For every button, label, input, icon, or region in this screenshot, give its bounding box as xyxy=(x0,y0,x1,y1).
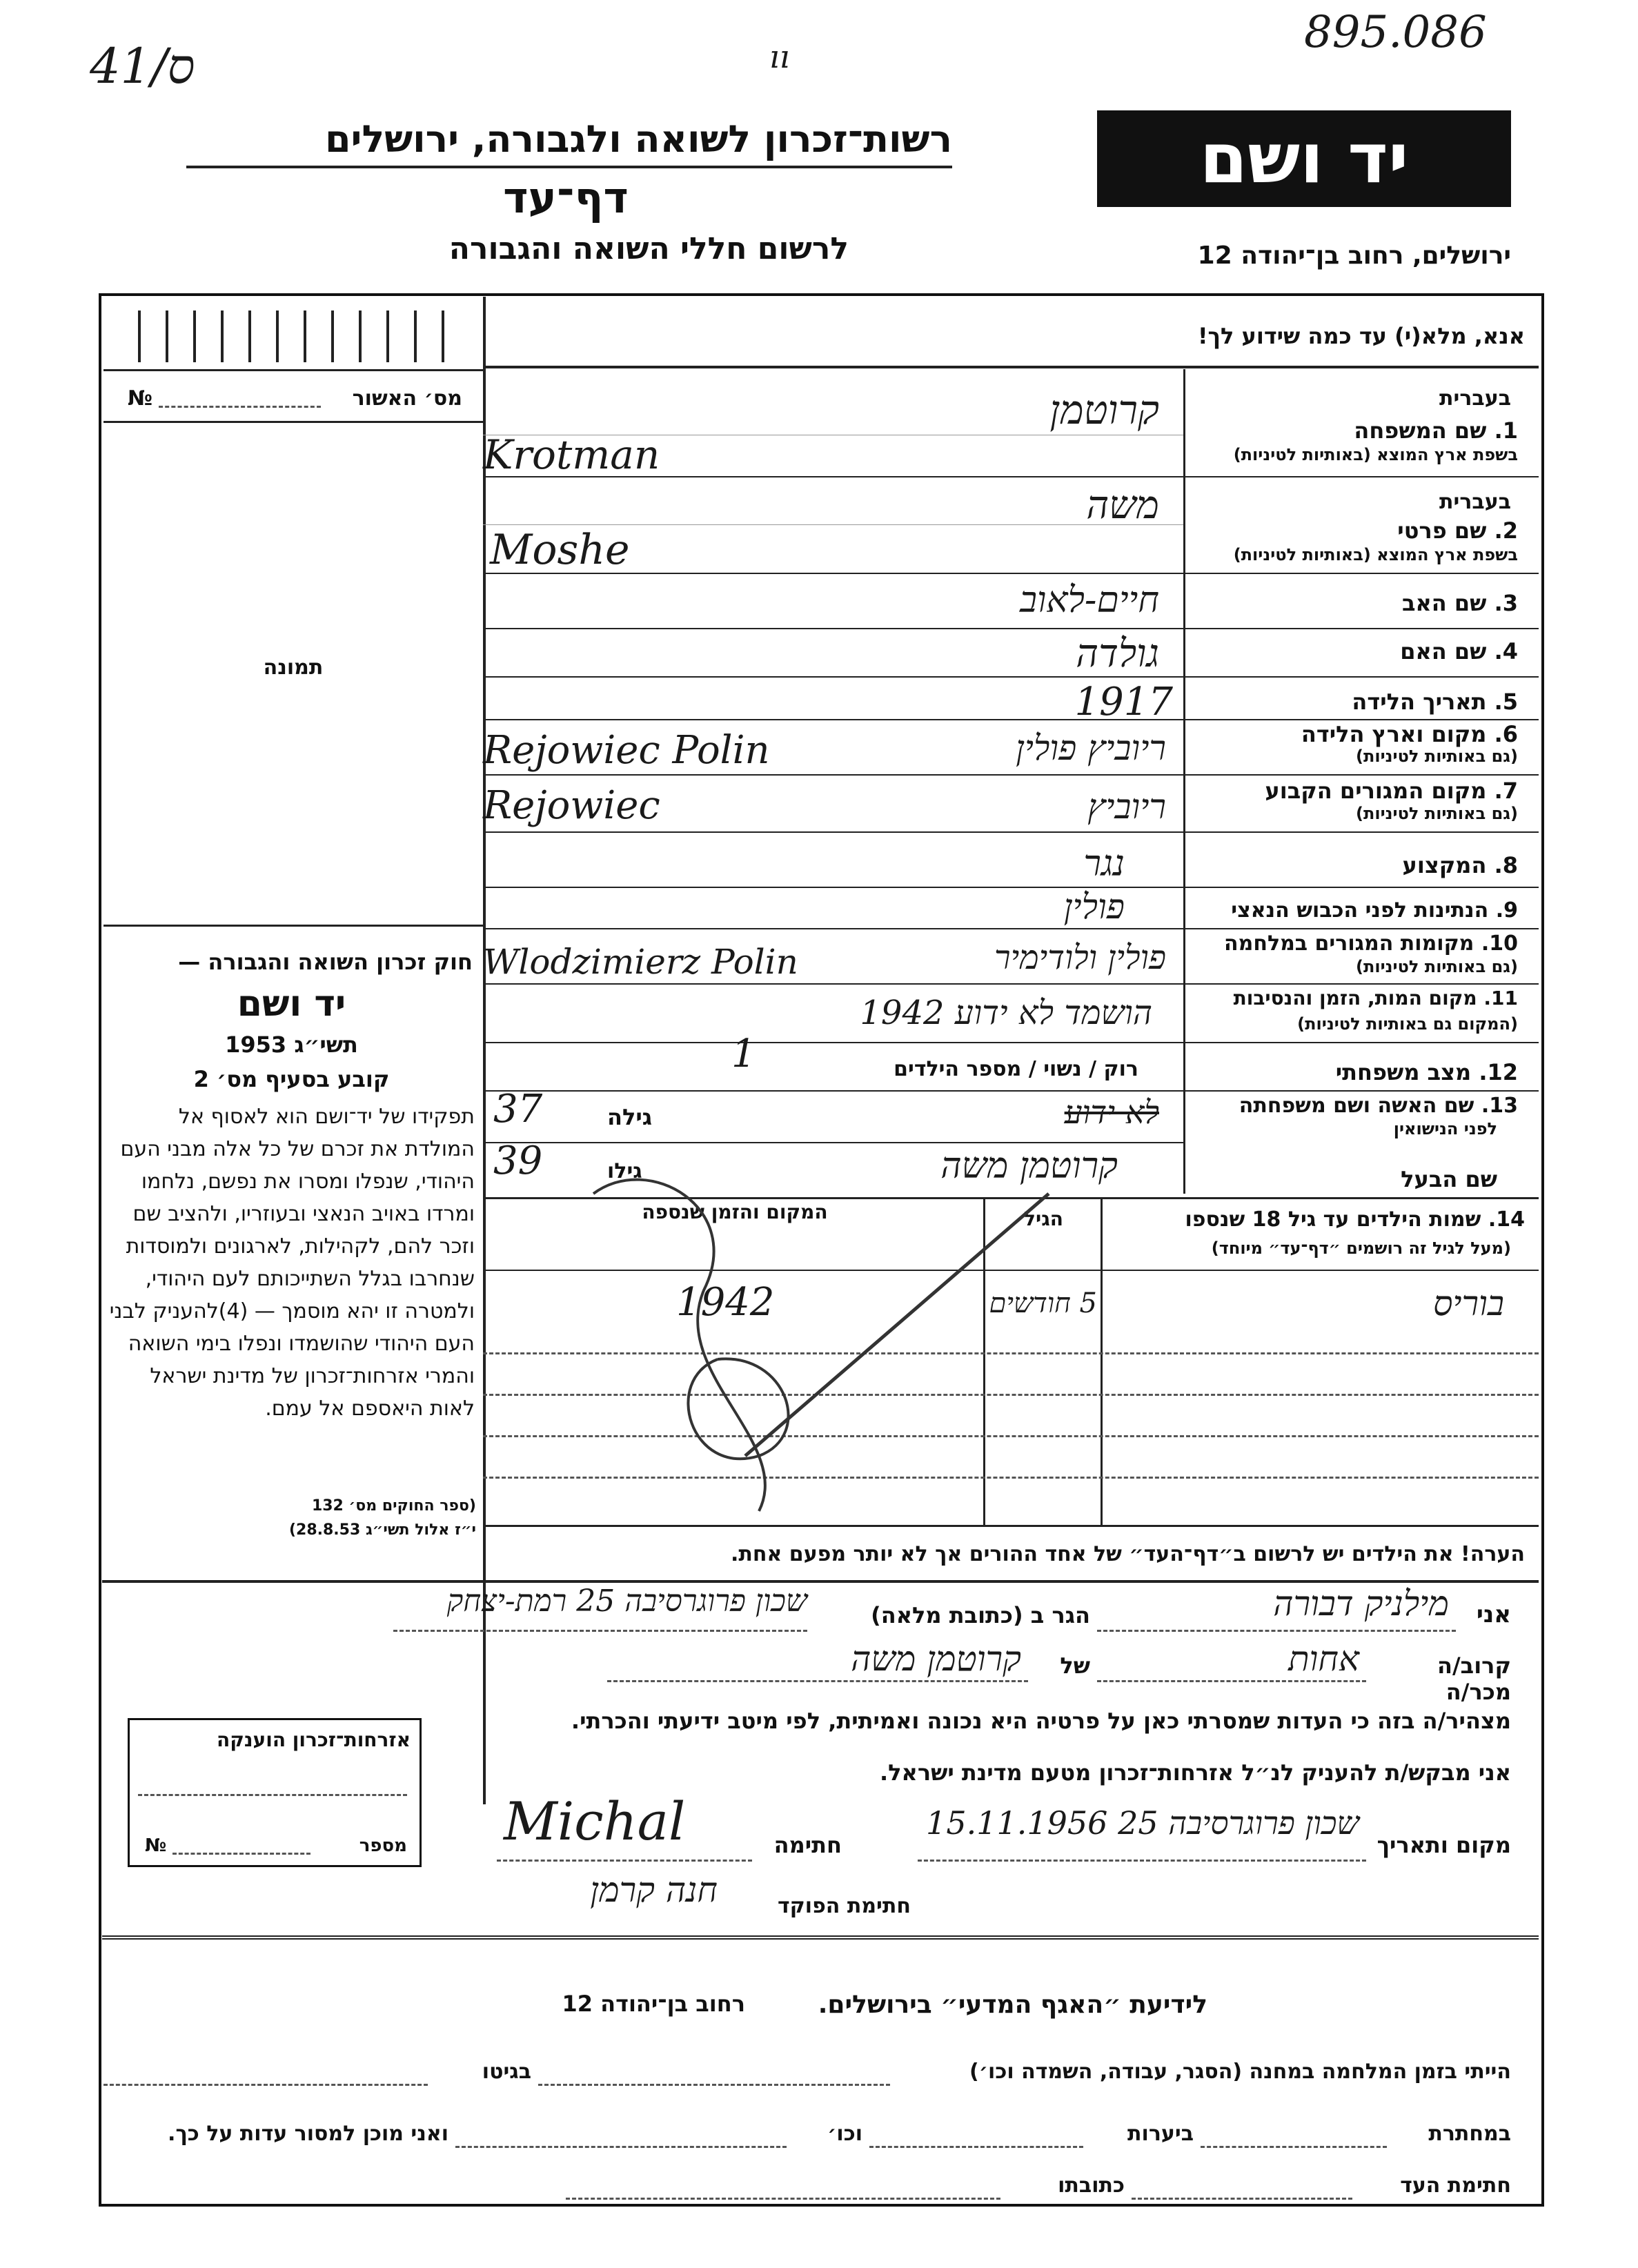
form-title: דף־עד xyxy=(503,172,629,223)
law-title: חוק זכרון השואה והגבורה — xyxy=(178,949,473,975)
field-10-label: 10. מקומות המגורים במלחמה xyxy=(1224,931,1518,956)
first-name-latin: Moshe xyxy=(490,526,630,574)
birth-date: 1917 xyxy=(1074,680,1173,724)
birthplace-hebrew: ריוביץ פולין xyxy=(1016,728,1166,768)
children-age-header: הגיל xyxy=(1024,1207,1063,1230)
relation-value: אחות xyxy=(1288,1639,1359,1679)
relation-label: קרוב/ה מכר/ה xyxy=(1437,1653,1511,1705)
footer-line-1: הייתי בזמן המלחמה במחנה (הסגר, עבודה, השמדה וכו׳) xyxy=(969,2060,1511,2084)
approval-no: № xyxy=(128,386,153,411)
place-date-value: שכון פרוגרסיבה 25 15.11.1956 xyxy=(926,1804,1359,1842)
field-4-label: 4. שם האם xyxy=(1400,638,1518,664)
declarant-label: אני xyxy=(1476,1601,1511,1628)
approval-label: מס׳ האשור xyxy=(352,386,462,411)
field-6-hint: (גם באותיות לטיניות) xyxy=(1356,747,1518,766)
declarant-address: שכון פרוגרסיבה 25 רמת-יצחק xyxy=(446,1584,807,1619)
place-date-label: מקום ותאריך xyxy=(1376,1832,1511,1858)
witness-address-label: כתובתו xyxy=(1058,2173,1125,2198)
wife-name: לא ידוע xyxy=(1064,1094,1159,1131)
citizenship-no: № xyxy=(145,1835,167,1856)
birthplace-latin: Rejowiec Polin xyxy=(483,728,770,773)
photo-label: תמונה xyxy=(263,655,324,680)
address-label: הגר ב (כתובת מלאה) xyxy=(871,1602,1090,1628)
father-name: חיים-לאוב xyxy=(1020,580,1159,621)
field-11-label: 11. מקום המות, הזמן והנסיבות xyxy=(1233,987,1518,1009)
wartime-residence-latin: Wlodzimierz Polin xyxy=(483,942,798,982)
forests-label: ביערות xyxy=(1127,2122,1194,2146)
official-signature-label: חתימת הפוקד xyxy=(778,1894,911,1918)
signature-label: חתימה xyxy=(773,1832,842,1858)
field-9-label: 9. הנתינות לפני הכבוש הנאצי xyxy=(1231,898,1518,923)
instruction: אנא, מלא(י) עד כמה שידוע לך! xyxy=(1197,323,1525,349)
of-value: קרוטמן משה xyxy=(851,1639,1021,1679)
wartime-residence-hebrew: פולין ולודימיר xyxy=(994,938,1166,977)
statement-1: מצהיר/ה בזה כי העדות שמסרתי כאן על פרטיה היא נכונה ואמיתית, לפי מיטב ידיעתי והכרתי. xyxy=(571,1708,1511,1734)
of-label: של xyxy=(1060,1653,1090,1679)
residence-hebrew: ריוביץ xyxy=(1087,787,1166,827)
field-1-hint: בשפת ארץ המוצא (באותיות לטיניות) xyxy=(1233,445,1518,464)
witness-signature-label: חתימת העד xyxy=(1400,2173,1511,2198)
field-1-tag: בעברית xyxy=(1439,386,1511,411)
scribble-mark xyxy=(566,1152,1063,1539)
child-1-place: 1942 xyxy=(676,1280,775,1325)
law-name: יד ושם xyxy=(237,983,346,1025)
form-subtitle: לרשום חללי השואה והגבורה xyxy=(448,231,849,266)
death-place: הושמד לא ידוע 1942 xyxy=(860,994,1152,1032)
etc-label: וכו׳ xyxy=(827,2122,862,2146)
field-13-hint: לפני הנישואין xyxy=(1393,1119,1497,1138)
children-count: 1 xyxy=(731,1032,756,1076)
nationality: פולין xyxy=(1063,887,1125,927)
yad-vashem-logo: יד ושם xyxy=(1097,110,1511,207)
husband-label: שם הבעל xyxy=(1401,1166,1497,1192)
ready-label: ואני מוכן למסור עדות על כך. xyxy=(168,2122,448,2146)
field-2-hint: בשפת ארץ המוצא (באותיות לטיניות) xyxy=(1233,545,1518,564)
declarant-name: מילניק דבורה xyxy=(1273,1584,1449,1624)
husband-age: 39 xyxy=(493,1138,543,1183)
citizenship-number-label: מספר xyxy=(359,1835,407,1856)
field-10-hint: (גם באותיות לטיניות) xyxy=(1356,957,1518,976)
child-1-age: 5 חודשים xyxy=(989,1288,1097,1319)
record-number: 895.086 xyxy=(1304,7,1487,58)
residence-latin: Rejowiec xyxy=(483,783,660,828)
surname-latin: Krotman xyxy=(483,431,660,478)
first-name-hebrew: משה xyxy=(1086,483,1159,528)
child-1-name: בוריס xyxy=(1432,1283,1504,1323)
husband-age-label: גילו xyxy=(607,1159,642,1183)
children-place-header: המקום והזמן שנספה xyxy=(642,1201,828,1223)
header-address: ירושלים, רחוב בן־יהודה 12 xyxy=(1197,241,1511,270)
children-hint: (מעל לגיל זה רושמים ״דף־עד״ מיוחד) xyxy=(1211,1239,1511,1258)
wife-age: 37 xyxy=(493,1087,543,1132)
field-13-label: 13. שם האשה ושם משפחתה xyxy=(1239,1094,1518,1118)
law-year: תשי״ג 1953 xyxy=(225,1032,358,1058)
underground-label: במחתרת xyxy=(1428,2122,1511,2146)
profession: נגר xyxy=(1083,843,1125,885)
field-1-label: 1. שם המשפחה xyxy=(1354,417,1518,444)
center-mark: ıı xyxy=(769,38,790,75)
husband-name: קרוטמן משה xyxy=(940,1145,1118,1187)
marital-status-label: רוק / נשוי / מספר הילדים xyxy=(894,1057,1138,1081)
field-6-label: 6. מקום וארץ הלידה xyxy=(1301,721,1518,747)
law-ref-2: י״ז אלול תשי״ג 28.8.53) xyxy=(288,1521,476,1539)
field-3-label: 3. שם האב xyxy=(1401,590,1518,616)
footer-heading: לידיעת ״האגף המדעי״ בירושלים. xyxy=(818,1991,1207,2019)
footer-address: רחוב בן־יהודה 12 xyxy=(562,1991,745,2017)
archive-note: 41/ס xyxy=(90,38,195,95)
mother-name: גולדה xyxy=(1076,631,1159,676)
official-signature: חנה קרמן xyxy=(590,1870,718,1910)
field-11-hint: (המקום גם באותיות לטיניות) xyxy=(1297,1014,1518,1034)
field-7-label: 7. מקום המגורים הקבוע xyxy=(1265,778,1518,804)
citizenship-box-title: אזרחות־זכרון הוענקה xyxy=(217,1728,411,1751)
footer-ghetto-label: בגיטו xyxy=(482,2060,531,2084)
law-body: תפקידו של יד־ושם הוא לאסוף אל המולדת את זכרם של כל אלה מבני העם היהודי, שנפלו ומסרו את נפשם, נלחמו ומרדו באויב הנאצי ובעוזריו, ולהציב שם וזכר להם, לקהילות, לארגונים ולמוסדות שנחרבו בגלל השתייכותם לעם היהודי, ולמטרה זו יהא מוסמך — (4)להעניק לבני העם היהודי שהושמדו ונפלו בימי השואה והמרי אזרחות־זכרון של מדינת ישראל לאות היאספם אל עמם. xyxy=(109,1105,475,1421)
law-clause: קובע בסעיף מס׳ 2 xyxy=(193,1066,390,1092)
statement-2: אני מבקש/ת להעניק לנ״ל אזרחות־זכרון מטעם מדינת ישראל. xyxy=(880,1759,1511,1786)
field-7-hint: (גם באותיות לטיניות) xyxy=(1356,804,1518,823)
surname-hebrew: קרוטמן xyxy=(1049,386,1159,433)
law-ref-1: (ספר החוקים מס׳ 132 xyxy=(311,1497,476,1515)
field-8-label: 8. המקצוע xyxy=(1402,852,1518,878)
signature: Michal xyxy=(504,1791,686,1852)
field-5-label: 5. תאריך הלידה xyxy=(1352,689,1518,715)
children-label: 14. שמות הילדים עד גיל 18 שנספו xyxy=(1185,1207,1525,1232)
wife-age-label: גילה xyxy=(607,1104,653,1130)
field-2-label: 2. שם פרטי xyxy=(1397,517,1518,544)
field-2-tag: בעברית xyxy=(1439,490,1511,514)
field-12-label: 12. מצב משפחתי xyxy=(1335,1059,1518,1085)
org-title: רשות־זכרון לשואה ולגבורה, ירושלים xyxy=(324,117,952,161)
stamp-strip xyxy=(138,310,469,362)
children-note: הערה! את הילדים יש לרשום ב״דף־העד״ של אחד ההורים אך לא יותר מפעם אחת. xyxy=(731,1542,1525,1566)
